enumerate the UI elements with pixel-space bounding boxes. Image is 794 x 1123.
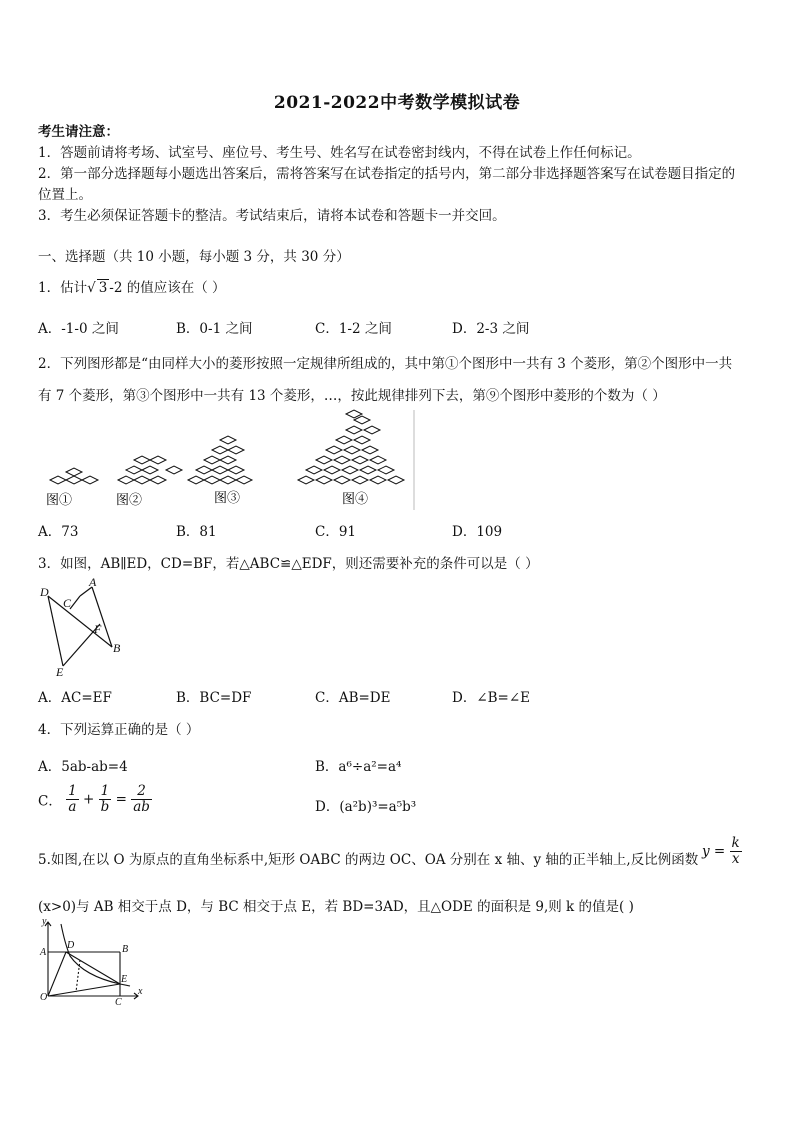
q5-label-d: D bbox=[67, 940, 75, 951]
rhombus-shape bbox=[212, 466, 228, 474]
rhombus-shape bbox=[388, 476, 404, 484]
q5-label-x: x bbox=[138, 986, 143, 997]
q5-coordinate-figure bbox=[36, 914, 146, 1006]
rhombus-shape bbox=[344, 446, 360, 454]
q3-option-b[interactable]: B．BC=DF bbox=[176, 690, 252, 706]
rhombus-shape bbox=[298, 476, 314, 484]
rhombus-shape bbox=[126, 466, 142, 474]
q3-option-c[interactable]: C．AB=DE bbox=[315, 690, 391, 706]
q1-prefix: 1．估计 bbox=[38, 280, 88, 296]
rhombus-shape bbox=[118, 476, 134, 484]
rhombus-shape bbox=[336, 436, 352, 444]
q3-label-c: C bbox=[63, 596, 72, 610]
q4-option-d[interactable]: D．(a²b)³=a⁵b³ bbox=[315, 799, 417, 815]
rhombus-shape bbox=[354, 436, 370, 444]
q2-option-a[interactable]: A．73 bbox=[38, 524, 79, 540]
rhombus-shape bbox=[370, 456, 386, 464]
rhombus-shape bbox=[188, 476, 204, 484]
rhombus-shape bbox=[66, 468, 82, 476]
fig-label-2: 图② bbox=[116, 492, 143, 507]
notice-line-2: 2．第一部分选择题每小题选出答案后，需将答案写在试卷指定的括号内，第二部分非选择题答案写在试卷题目指定的 bbox=[38, 166, 736, 182]
q4-fraction-2: $\frac{1}{b}$ bbox=[100, 783, 110, 815]
page-title: 2021-2022中考数学模拟试卷 bbox=[273, 93, 521, 113]
q3-label-a: A bbox=[89, 575, 97, 589]
q2-line-2: 有 7 个菱形，第③个图形中一共有 13 个菱形，…，按此规律排列下去，第⑨个图形中菱形的个数为（ ） bbox=[38, 388, 666, 404]
rhombus-shape bbox=[346, 426, 362, 434]
rhombus-shape bbox=[204, 476, 220, 484]
q3-text: 3．如图，AB∥ED，CD=BF，若△ABC≌△EDF，则还需要补充的条件可以是（ ） bbox=[38, 556, 539, 572]
q3-option-a[interactable]: A．AC=EF bbox=[38, 690, 112, 706]
rhombus-shape bbox=[150, 476, 166, 484]
rhombus-shape bbox=[82, 476, 98, 484]
q3-label-b: B bbox=[113, 641, 121, 655]
q4-option-a[interactable]: A．5ab-ab=4 bbox=[38, 759, 128, 775]
rhombus-shape bbox=[196, 466, 212, 474]
q2-rhombus-figure bbox=[36, 408, 418, 512]
rhombus-shape bbox=[142, 466, 158, 474]
rhombus-shape bbox=[204, 456, 220, 464]
fig-label-1: 图① bbox=[46, 492, 73, 507]
q1-option-a[interactable]: A．-1-0 之间 bbox=[38, 321, 119, 337]
rhombus-shape bbox=[378, 466, 394, 474]
q5-line-2: (x>0)与 AB 相交于点 D，与 BC 相交于点 E，若 BD=3AD，且△ODE 的面积是 9,则 k 的值是( ) bbox=[38, 899, 634, 915]
notice-line-1: 1．答题前请将考场、试室号、座位号、考生号、姓名写在试卷密封线内，不得在试卷上作任何标记。 bbox=[38, 145, 641, 161]
q5-function: y = $\frac{k}{x}$ bbox=[702, 835, 740, 867]
rhombus-shape bbox=[352, 456, 368, 464]
q2-line-1: 2．下列图形都是“由同样大小的菱形按照一定规律所组成的，其中第①个图形中一共有 3 个菱形，第②个图形中一共 bbox=[38, 356, 733, 372]
rhombus-shape bbox=[324, 466, 340, 474]
q5-label-y: y bbox=[42, 916, 47, 927]
q1-radicand: 3 bbox=[98, 280, 108, 296]
q1-suffix: -2 的值应该在（ ） bbox=[109, 280, 226, 296]
rhombus-shape bbox=[166, 466, 182, 474]
q5-label-b: B bbox=[122, 944, 129, 955]
rhombus-shape bbox=[342, 466, 358, 474]
rhombus-shape bbox=[220, 436, 236, 444]
rhombus-shape bbox=[220, 456, 236, 464]
q4-fraction-3: $\frac{2}{ab}$ bbox=[133, 783, 150, 815]
q2-option-c[interactable]: C．91 bbox=[315, 524, 357, 540]
rhombus-shape bbox=[212, 446, 228, 454]
q4-option-b[interactable]: B．a⁶÷a²=a⁴ bbox=[315, 759, 402, 775]
rhombus-shape bbox=[316, 456, 332, 464]
rhombus-shape bbox=[326, 446, 342, 454]
rhombus-shape bbox=[306, 466, 322, 474]
q3-triangle-figure bbox=[36, 574, 132, 680]
rhombus-shape bbox=[236, 476, 252, 484]
q3-option-d[interactable]: D．∠B=∠E bbox=[452, 690, 531, 706]
rhombus-shape bbox=[228, 446, 244, 454]
q1-option-d[interactable]: D．2-3 之间 bbox=[452, 321, 530, 337]
notice-line-3: 位置上。 bbox=[38, 187, 92, 203]
rhombus-shape bbox=[220, 476, 236, 484]
q3-label-d: D bbox=[40, 585, 49, 599]
rhombus-shape bbox=[134, 456, 150, 464]
rhombus-shape bbox=[134, 476, 150, 484]
rhombus-shape bbox=[360, 466, 376, 474]
q4-text: 4．下列运算正确的是（ ） bbox=[38, 722, 200, 738]
q5-label-a: A bbox=[40, 947, 47, 958]
rhombus-shape bbox=[370, 476, 386, 484]
rhombus-shape bbox=[334, 456, 350, 464]
q4-option-c[interactable]: C． $\frac{1}{a}$ + $\frac{1}{b}$ = $\frac{2}{ab}$ bbox=[38, 783, 150, 815]
rhombus-shape bbox=[150, 456, 166, 464]
q5-function-fraction: $\frac{k}{x}$ bbox=[731, 835, 740, 867]
rhombus-shape bbox=[50, 476, 66, 484]
q2-option-d[interactable]: D．109 bbox=[452, 524, 503, 540]
rhombus-shape bbox=[364, 426, 380, 434]
rhombus-shape bbox=[316, 476, 332, 484]
q5-label-e: E bbox=[121, 974, 128, 985]
fig-label-4: 图④ bbox=[342, 491, 369, 506]
q4-option-c-label: C． bbox=[38, 793, 62, 810]
rhombus-shape bbox=[362, 446, 378, 454]
q5-label-c: C bbox=[115, 997, 122, 1006]
question-1: 1．估计√ 3 -2 的值应该在（ ） bbox=[38, 280, 226, 296]
rhombus-shape bbox=[352, 476, 368, 484]
notice-heading: 考生请注意： bbox=[38, 124, 119, 140]
q5-line-1: 5.如图,在以 O 为原点的直角坐标系中,矩形 OABC 的两边 OC、OA 分别在 x 轴、y 轴的正半轴上,反比例函数 bbox=[38, 852, 699, 868]
fig-label-3: 图③ bbox=[214, 490, 241, 505]
q5-label-o: O bbox=[40, 992, 48, 1003]
notice-line-4: 3．考生必须保证答题卡的整洁。考试结束后，请将本试卷和答题卡一并交回。 bbox=[38, 208, 506, 224]
rhombus-shape bbox=[334, 476, 350, 484]
q2-option-b[interactable]: B．81 bbox=[176, 524, 217, 540]
q3-label-e: E bbox=[56, 665, 64, 679]
rhombus-shape bbox=[228, 466, 244, 474]
rhombus-shape bbox=[66, 476, 82, 484]
q1-option-c[interactable]: C．1-2 之间 bbox=[315, 321, 392, 337]
section-heading: 一、选择题（共 10 小题，每小题 3 分，共 30 分） bbox=[38, 249, 350, 265]
q4-fraction-1: $\frac{1}{a}$ bbox=[68, 783, 77, 815]
q3-label-f: F bbox=[94, 622, 102, 636]
q1-option-b[interactable]: B．0-1 之间 bbox=[176, 321, 253, 337]
